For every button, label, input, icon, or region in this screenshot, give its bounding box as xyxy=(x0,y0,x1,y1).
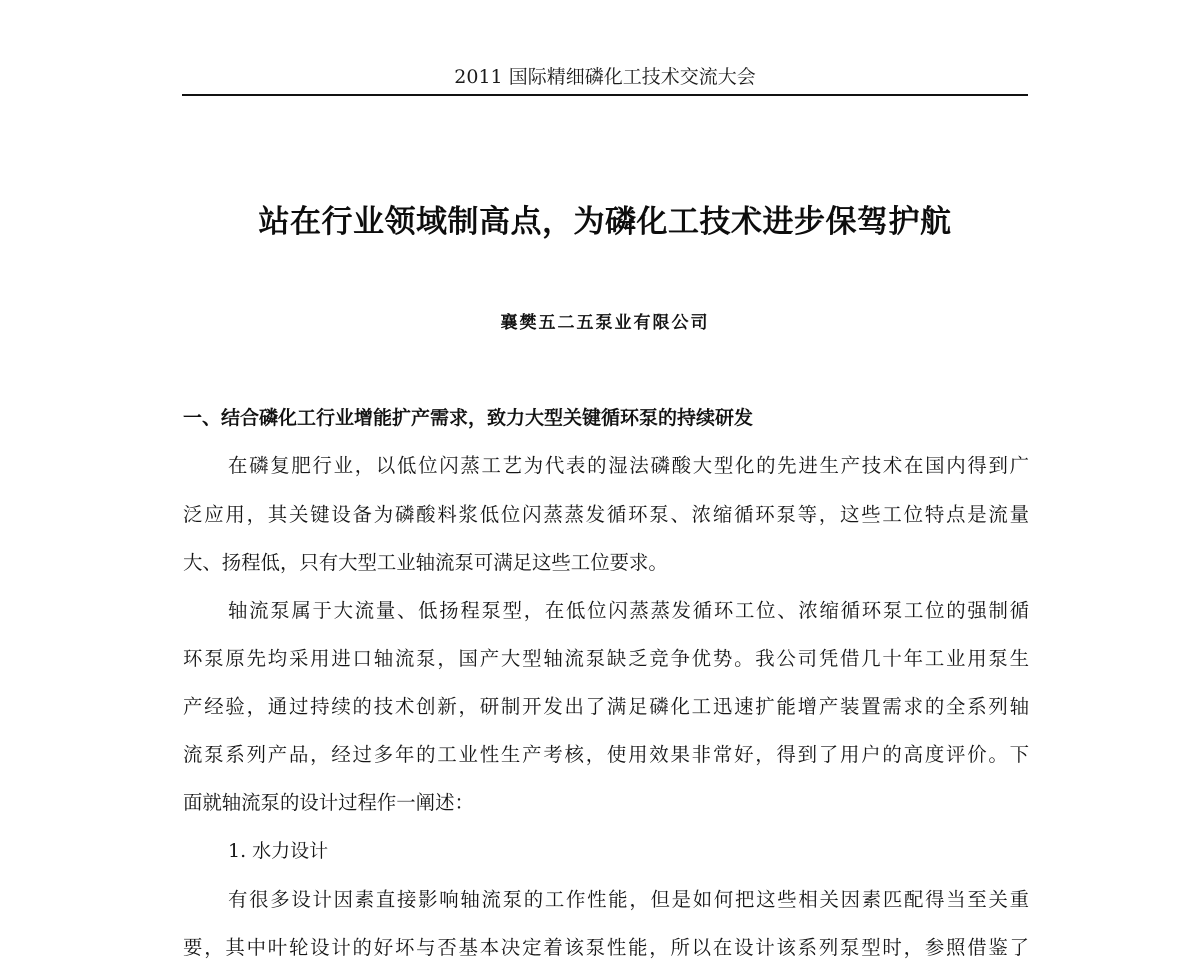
running-header: 2011 国际精细磷化工技术交流大会 xyxy=(454,66,756,88)
paragraph-2-line-2: 环泵原先均采用进口轴流泵，国产大型轴流泵缺乏竞争优势。我公司凭借几十年工业用泵生 xyxy=(183,647,1029,670)
paragraph-3-line-1: 有很多设计因素直接影响轴流泵的工作性能，但是如何把这些相关因素匹配得当至关重 xyxy=(228,888,1029,911)
paragraph-1-line-3: 大、扬程低，只有大型工业轴流泵可满足这些工位要求。 xyxy=(183,551,668,574)
paragraph-2-line-1: 轴流泵属于大流量、低扬程泵型，在低位闪蒸蒸发循环工位、浓缩循环泵工位的强制循 xyxy=(228,599,1029,622)
paragraph-1-line-1: 在磷复肥行业，以低位闪蒸工艺为代表的湿法磷酸大型化的先进生产技术在国内得到广 xyxy=(228,454,1029,477)
subsection-heading-hydraulic-design: 1. 水力设计 xyxy=(228,840,329,862)
paragraph-2-line-4: 流泵系列产品，经过多年的工业性生产考核，使用效果非常好，得到了用户的高度评价。下 xyxy=(183,743,1029,766)
section-heading-1: 一、结合磷化工行业增能扩产需求，致力大型关键循环泵的持续研发 xyxy=(183,407,754,429)
document-author: 襄樊五二五泵业有限公司 xyxy=(500,313,710,333)
paragraph-2-line-5: 面就轴流泵的设计过程作一阐述： xyxy=(183,791,474,814)
header-rule-divider xyxy=(182,94,1028,96)
document-title: 站在行业领域制高点，为磷化工技术进步保驾护航 xyxy=(258,204,952,240)
paragraph-3-line-2: 要，其中叶轮设计的好坏与否基本决定着该泵性能，所以在设计该系列泵型时，参照借鉴了 xyxy=(183,936,1029,959)
paragraph-1-line-2: 泛应用，其关键设备为磷酸料浆低位闪蒸蒸发循环泵、浓缩循环泵等，这些工位特点是流量 xyxy=(183,503,1029,526)
paragraph-2-line-3: 产经验，通过持续的技术创新，研制开发出了满足磷化工迅速扩能增产装置需求的全系列轴 xyxy=(183,695,1029,718)
